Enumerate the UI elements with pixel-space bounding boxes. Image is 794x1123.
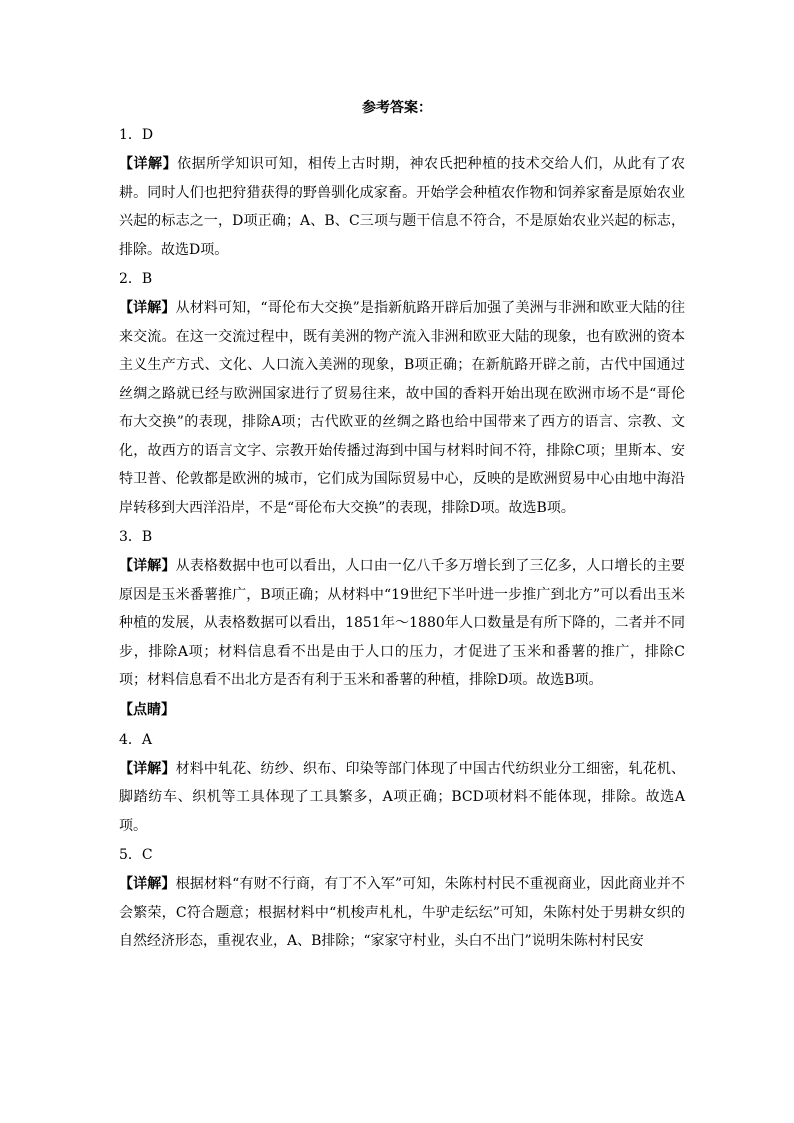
tip-tag: 【点睛】: [119, 701, 175, 718]
explanation-text: 从表格数据中也可以看出，人口由一亿八千多万增长到了三亿多，人口增长的主要原因是玉米番薯推广，B项正确；从材料中“19世纪下半叶进一步推广到北方”可以看出玉米种植的发展，从表格数据可以看出，1851年～1880年人口数量是有所下降的，二者并不同步，排除A项；材料信息看不出是由于人口的压力，才促进了玉米和番薯的推广，排除C项；材料信息看不出北方是否有利于玉米和番薯的种植，排除D项。故选B项。: [119, 558, 686, 688]
answer-number: 4．A: [119, 731, 153, 748]
answer-explanation: [119, 552, 685, 695]
explanation-text: 材料中轧花、纺纱、织布、印染等部门体现了中国古代纺织业分工细密，轧花机、脚踏纺车、织机等工具体现了工具繁多，A项正确；BCD项材料不能体现，排除。故选A项。: [119, 760, 686, 834]
answer-list: [119, 120, 685, 956]
detail-tag: 【详解】: [119, 876, 176, 892]
detail-tag: 【详解】: [119, 558, 176, 574]
answer-explanation: [119, 870, 685, 956]
answer-explanation: [119, 755, 685, 841]
answer-item-5: [119, 840, 685, 956]
detail-tag: 【详解】: [119, 300, 176, 316]
explanation-text: 从材料可知，“哥伦布大交换”是指新航路开辟后加强了美洲与非洲和欧亚大陆的往来交流。在这一交流过程中，既有美洲的物产流入非洲和欧亚大陆的现象，也有欧洲的资本主义生产方式、文化、人口流入美洲的现象，B项正确；在新航路开辟之前，古代中国通过丝绸之路就已经与欧洲国家进行了贸易往来，故中国的香料开始出现在欧洲市场不是“哥伦布大交换”的表现，排除A项；古代欧亚的丝绸之路也给中国带来了西方的语言、宗教、文化，故西方的语言文字、宗教开始传播过海到中国与材料时间不符，排除C项；里斯本、安特卫普、伦敦都是欧洲的城市，它们成为国际贸易中心，反映的是欧洲贸易中心由地中海沿岸转移到大西洋沿岸，不是“哥伦布大交换”的表现，排除D项。故选B项。: [119, 300, 686, 516]
explanation-text: 依据所学知识可知，相传上古时期，神农氏把种植的技术交给人们，从此有了农耕。同时人们也把狩猎获得的野兽驯化成家畜。开始学会种植农作物和饲养家畜是原始农业兴起的标志之一，D项正确；A、B、C三项与题干信息不符合，不是原始农业兴起的标志，排除。故选D项。: [119, 156, 686, 258]
answer-number: 3．B: [119, 529, 153, 545]
answer-number: 1．D: [119, 127, 154, 143]
page-title: 参考答案：: [362, 100, 432, 116]
answer-item-4: [119, 725, 685, 841]
detail-tag: 【详解】: [119, 156, 178, 172]
answer-item-1: [119, 120, 685, 264]
explanation-text: 根据材料“有财不行商，有丁不入军”可知，朱陈村村民不重视商业，因此商业并不会繁荣，C符合题意；根据材料中“机梭声札札，牛驴走纭纭”可知，朱陈村处于男耕女织的自然经济形态，重视农业，A、B排除；“家家守村业，头白不出门”说明朱陈村村民安: [119, 876, 686, 949]
detail-tag: 【详解】: [119, 760, 176, 777]
answer-item-3: [119, 522, 685, 725]
answer-explanation: [119, 150, 685, 264]
answer-number: 5．C: [119, 847, 153, 863]
answer-number: 2．B: [119, 271, 153, 287]
answer-explanation: [119, 294, 685, 522]
answer-item-2: [119, 264, 685, 522]
